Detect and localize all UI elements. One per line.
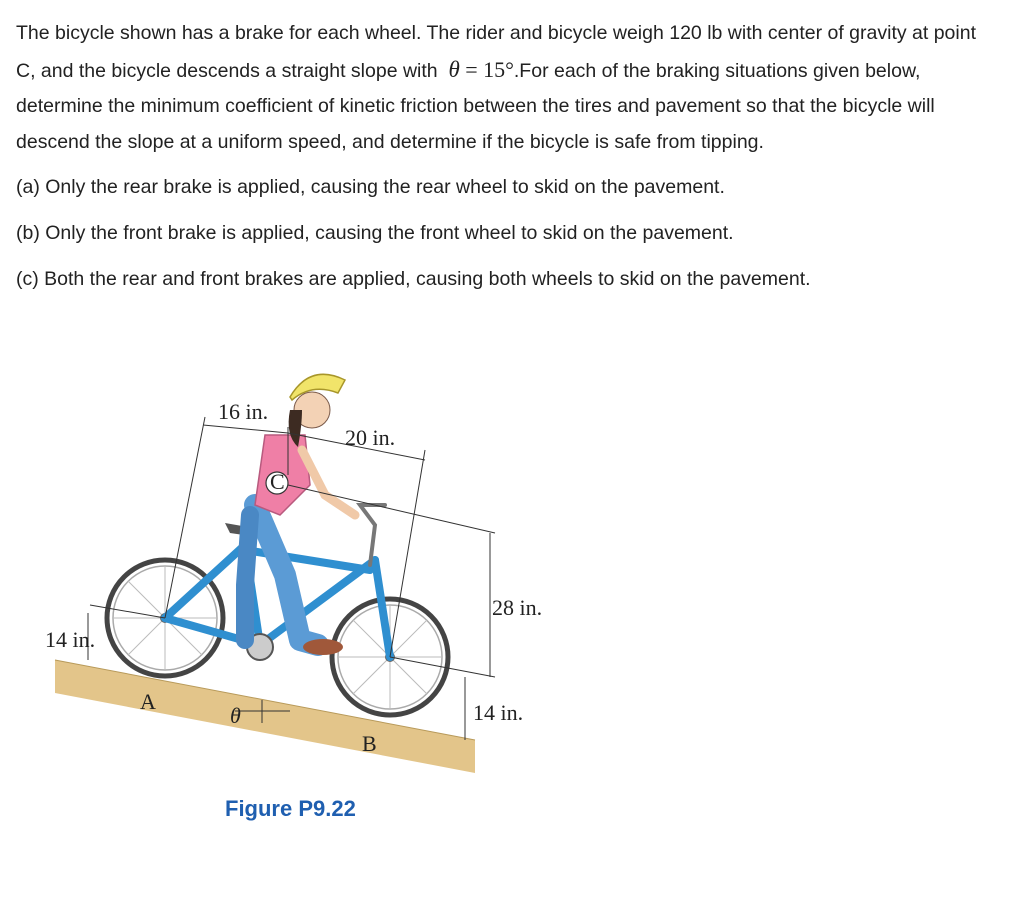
bicycle-figure — [40, 355, 580, 795]
intro-text-1: The bicycle shown has a brake for each wheel. The rider and bicycle weigh 120 lb with center of gravity at point C, and the bicycle descends a straight slope with — [16, 22, 976, 82]
label-c: C — [270, 469, 285, 494]
handlebars — [360, 505, 385, 565]
theta-symbol: θ — [448, 56, 460, 82]
dim-14-in-left: 14 in. — [45, 627, 96, 652]
dim-16-in: 16 in. — [218, 399, 269, 424]
label-b: B — [362, 731, 377, 756]
label-theta: θ — [230, 703, 241, 728]
figure-caption: Figure P9.22 — [225, 796, 356, 821]
dim-14-in-right: 14 in. — [473, 700, 524, 725]
intro-text-2: .For each of the braking situations given below, determine the minimum coefficient of kinetic friction between the tires and pavement so that the bicycle will descend the slope at a uniform speed, and determine if the bicycle is safe from tipping. — [16, 59, 935, 153]
problem-statement — [16, 16, 991, 302]
equals-sign: = — [465, 56, 478, 82]
dim-20-in: 20 in. — [345, 425, 396, 450]
label-a: A — [140, 689, 156, 714]
problem-intro — [16, 16, 991, 160]
theta-value: 15° — [483, 56, 514, 82]
bicycle-diagram — [40, 355, 580, 795]
part-c: (c) Both the rear and front brakes are applied, causing both wheels to skid on the pavement. — [16, 268, 811, 290]
part-a: (a) Only the rear brake is applied, causing the rear wheel to skid on the pavement. — [16, 176, 725, 198]
slope-ground — [55, 660, 475, 773]
part-b: (b) Only the front brake is applied, causing the front wheel to skid on the pavement. — [16, 222, 734, 244]
dim-28-in: 28 in. — [492, 595, 543, 620]
